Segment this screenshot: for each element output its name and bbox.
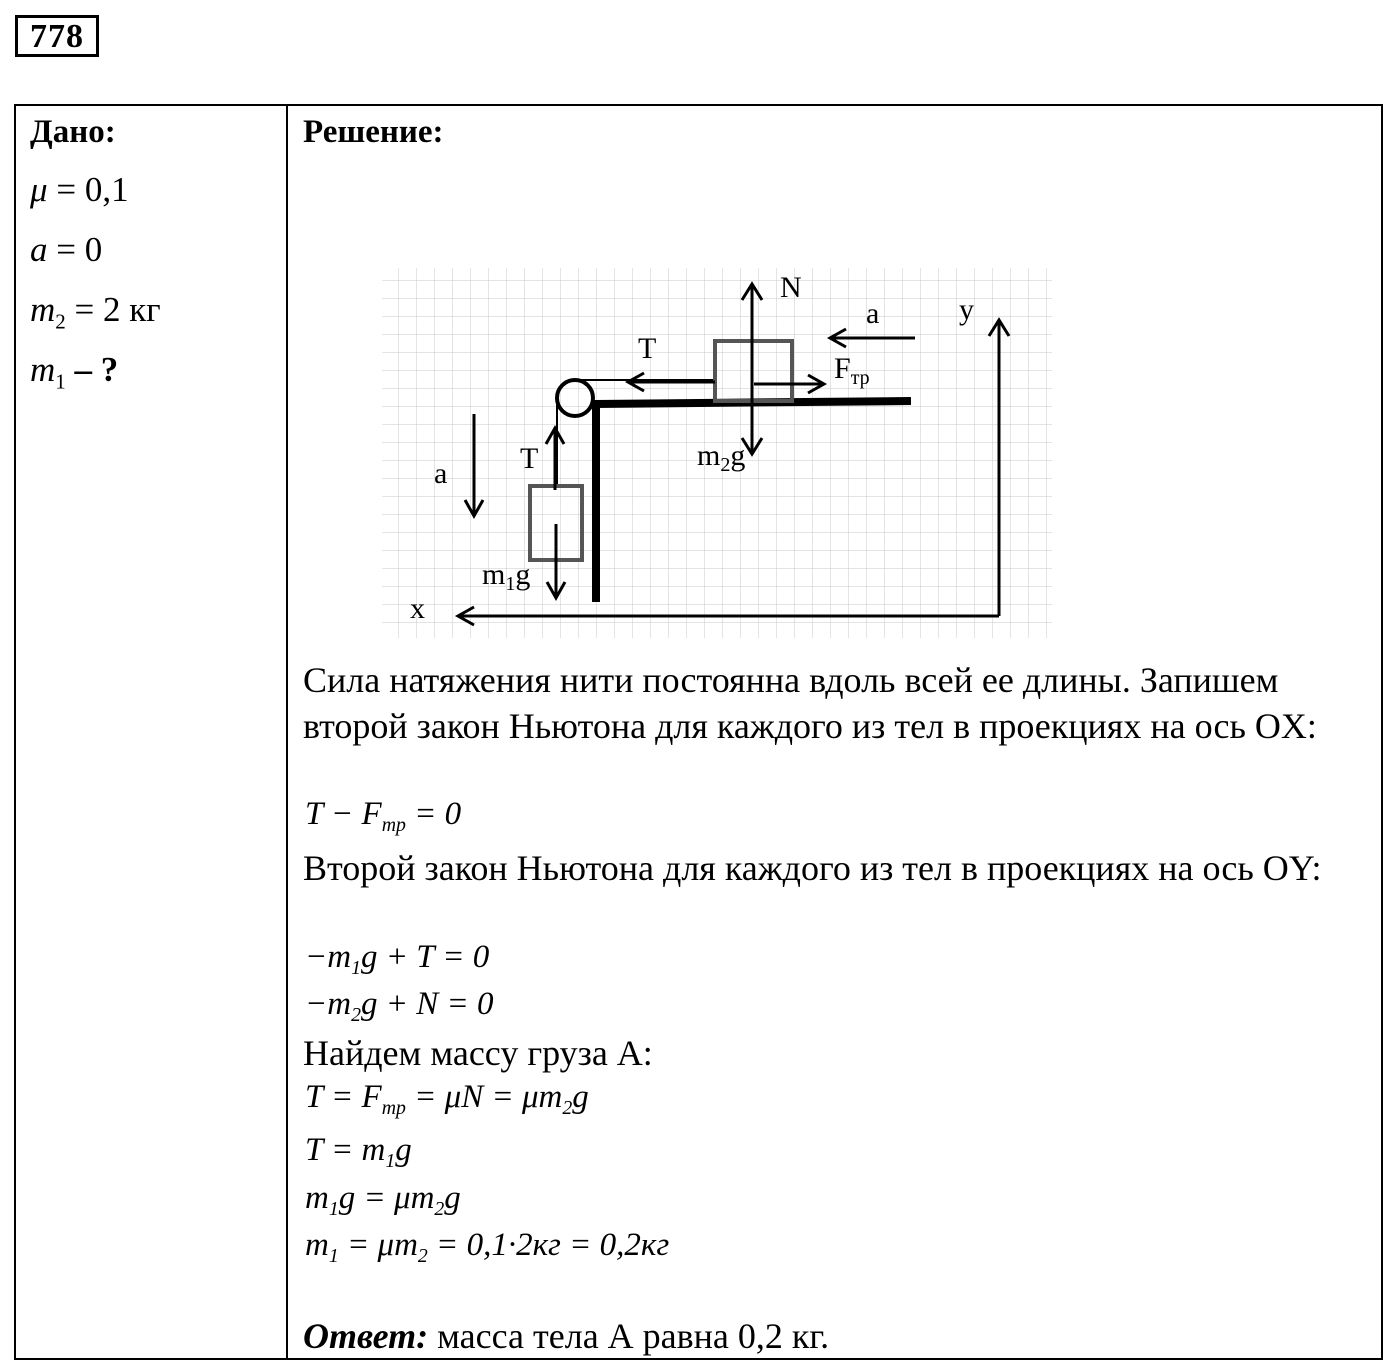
given-m2: $m_2 = 2$ кг: [30, 290, 161, 334]
answer-text: масса тела А равна 0,2 кг.: [428, 1316, 830, 1356]
label-m1g-g: g: [515, 558, 531, 591]
given-a-value: 0: [84, 230, 103, 269]
label-m2g-g: g: [730, 439, 746, 472]
paragraph-find-mass: Найдем массу груза А:: [303, 1033, 653, 1073]
equation-2: $-m_1g + T = 0$: [305, 939, 490, 979]
solution-column: [303, 112, 1373, 152]
label-T-left: T: [520, 442, 539, 475]
label-m2g: $m_2g$: [697, 439, 746, 476]
given-m1-question: ?: [100, 350, 119, 389]
label-y: y: [959, 293, 974, 326]
equation-1: $T - F_{тр} = 0$: [305, 796, 462, 836]
problem-number: 778: [15, 15, 99, 57]
given-header: Дано:: [30, 114, 116, 150]
paragraph-oy: Второй закон Ньютона для каждого из тел в проекциях на ось OY:: [303, 848, 1322, 888]
label-N: N: [780, 271, 802, 304]
label-T-top: T: [638, 332, 657, 365]
equation-7: $m_1 = \mu m_2 = 0,1\cdot 2кг = 0,2кг$: [305, 1227, 670, 1267]
equation-6: $m_1g = \mu m_2g$: [305, 1180, 461, 1220]
equation-3: $-m_2g + N = 0$: [305, 986, 494, 1026]
label-a-left: a: [434, 457, 448, 490]
equation-4: $T = F_{тр} = \mu N = \mu m_2g$: [305, 1079, 589, 1119]
given-m1: $m_1$ – ?: [30, 350, 119, 394]
label-m1g: $m_1g$: [482, 558, 531, 595]
given-column: [30, 112, 280, 400]
label-a-top: a: [866, 297, 880, 330]
label-F-tr-main: F: [834, 352, 851, 385]
label-F-tr-sub: тр: [850, 367, 870, 389]
answer: [303, 1313, 829, 1359]
answer-label: Ответ:: [303, 1316, 429, 1356]
label-x: x: [410, 592, 425, 625]
given-m2-value: 2 кг: [103, 290, 161, 329]
force-diagram: [362, 262, 1052, 642]
equation-5: $T = m_1g$: [305, 1132, 412, 1172]
given-mu: μ = 0,1: [30, 170, 129, 209]
solution-header: Решение:: [303, 114, 444, 150]
given-a: a = 0: [30, 230, 103, 269]
given-mu-value: 0,1: [84, 170, 129, 209]
paragraph-ox: Сила натяжения нити постоянна вдоль всей ее длины. Запишем второй закон Ньютона для каждого из тел в проекциях на ось OX:: [303, 660, 1317, 746]
column-divider: [286, 104, 288, 1360]
